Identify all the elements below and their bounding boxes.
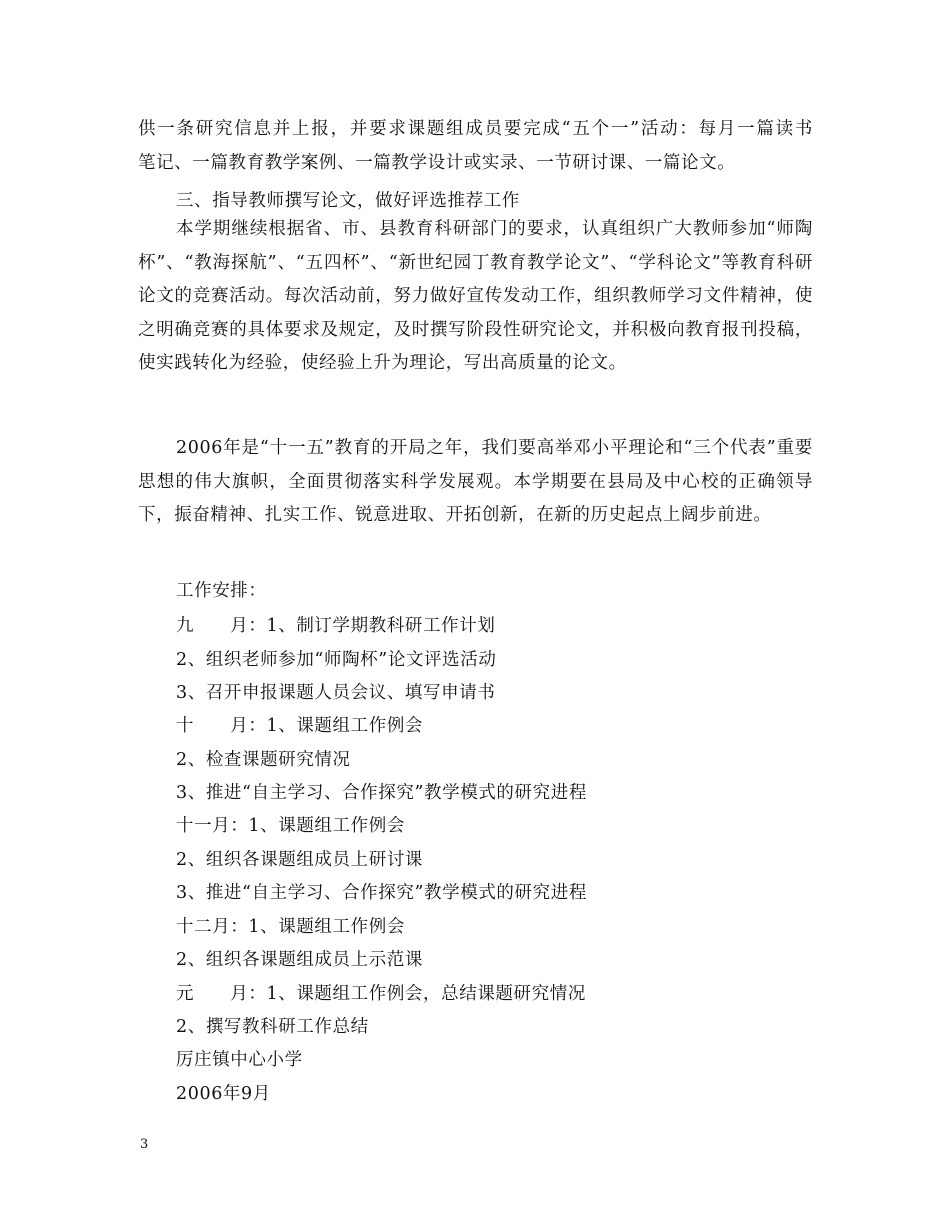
schedule-line: 2、组织各课题组成员上示范课 [176, 950, 424, 970]
paragraph-line: 供一条研究信息并上报，并要求课题组成员要完成“五个一”活动：每月一篇读书 [138, 119, 813, 139]
paragraph-2006-intro [138, 432, 813, 533]
paragraph-research-info [138, 113, 813, 180]
paragraph-text: 本学期继续根据省、市、县教育科研部门的要求，认真组织广大教师参加“师陶杯”、“教海探航”、“五四杯”、“新世纪园丁教育教学论文”、“学科论文”等教育科研论文的竞赛活动。每次活动前，努力做好宣传发动工作，组织教师学习文件精神，使之明确竞赛的具体要求及规定，及时撰写阶段性研究论文，并积极向教育报刊投稿，使实践转化为经验，使经验上升为理论，写出高质量的论文。 [138, 219, 813, 373]
schedule-line: 十 月：1、课题组工作例会 [176, 716, 424, 736]
schedule-line: 九 月：1、制订学期教科研工作计划 [176, 616, 496, 636]
schedule-line: 2、检查课题研究情况 [176, 750, 351, 770]
paragraph-line: 笔记、一篇教育教学案例、一篇教学设计或实录、一节研讨课、一篇论文。 [138, 152, 736, 173]
schedule-line: 元 月：1、课题组工作例会，总结课题研究情况 [176, 984, 586, 1004]
schedule-title: 工作安排： [176, 581, 267, 601]
section-heading: 三、指导教师撰写论文，做好评选推荐工作 [176, 191, 520, 211]
paragraph-text: 2006年是“十一五”教育的开局之年，我们要高举邓小平理论和“三个代表”重要思想的伟大旗帜，全面贯彻落实科学发展观。本学期要在县局及中心校的正确领导下，振奋精神、扎实工作、锐意进取、开拓创新，在新的历史起点上阔步前进。 [138, 438, 813, 525]
schedule-line: 3、推进“自主学习、合作探究”教学模式的研究进程 [176, 783, 587, 803]
page-number: 3 [140, 1137, 149, 1152]
schedule-line: 3、推进“自主学习、合作探究”教学模式的研究进程 [176, 883, 587, 903]
schedule-line: 2、组织老师参加“师陶杯”论文评选活动 [176, 650, 497, 670]
schedule-line: 十一月：1、课题组工作例会 [176, 816, 405, 836]
signature-date: 2006年9月 [176, 1084, 271, 1104]
schedule-line: 2、撰写教科研工作总结 [176, 1017, 369, 1037]
signature-org: 厉庄镇中心小学 [176, 1050, 303, 1070]
paragraph-thesis-competition [138, 213, 813, 381]
schedule-line: 3、召开申报课题人员会议、填写申请书 [176, 683, 496, 703]
schedule-line: 2、组织各课题组成员上研讨课 [176, 850, 424, 870]
schedule-line: 十二月：1、课题组工作例会 [176, 917, 405, 937]
